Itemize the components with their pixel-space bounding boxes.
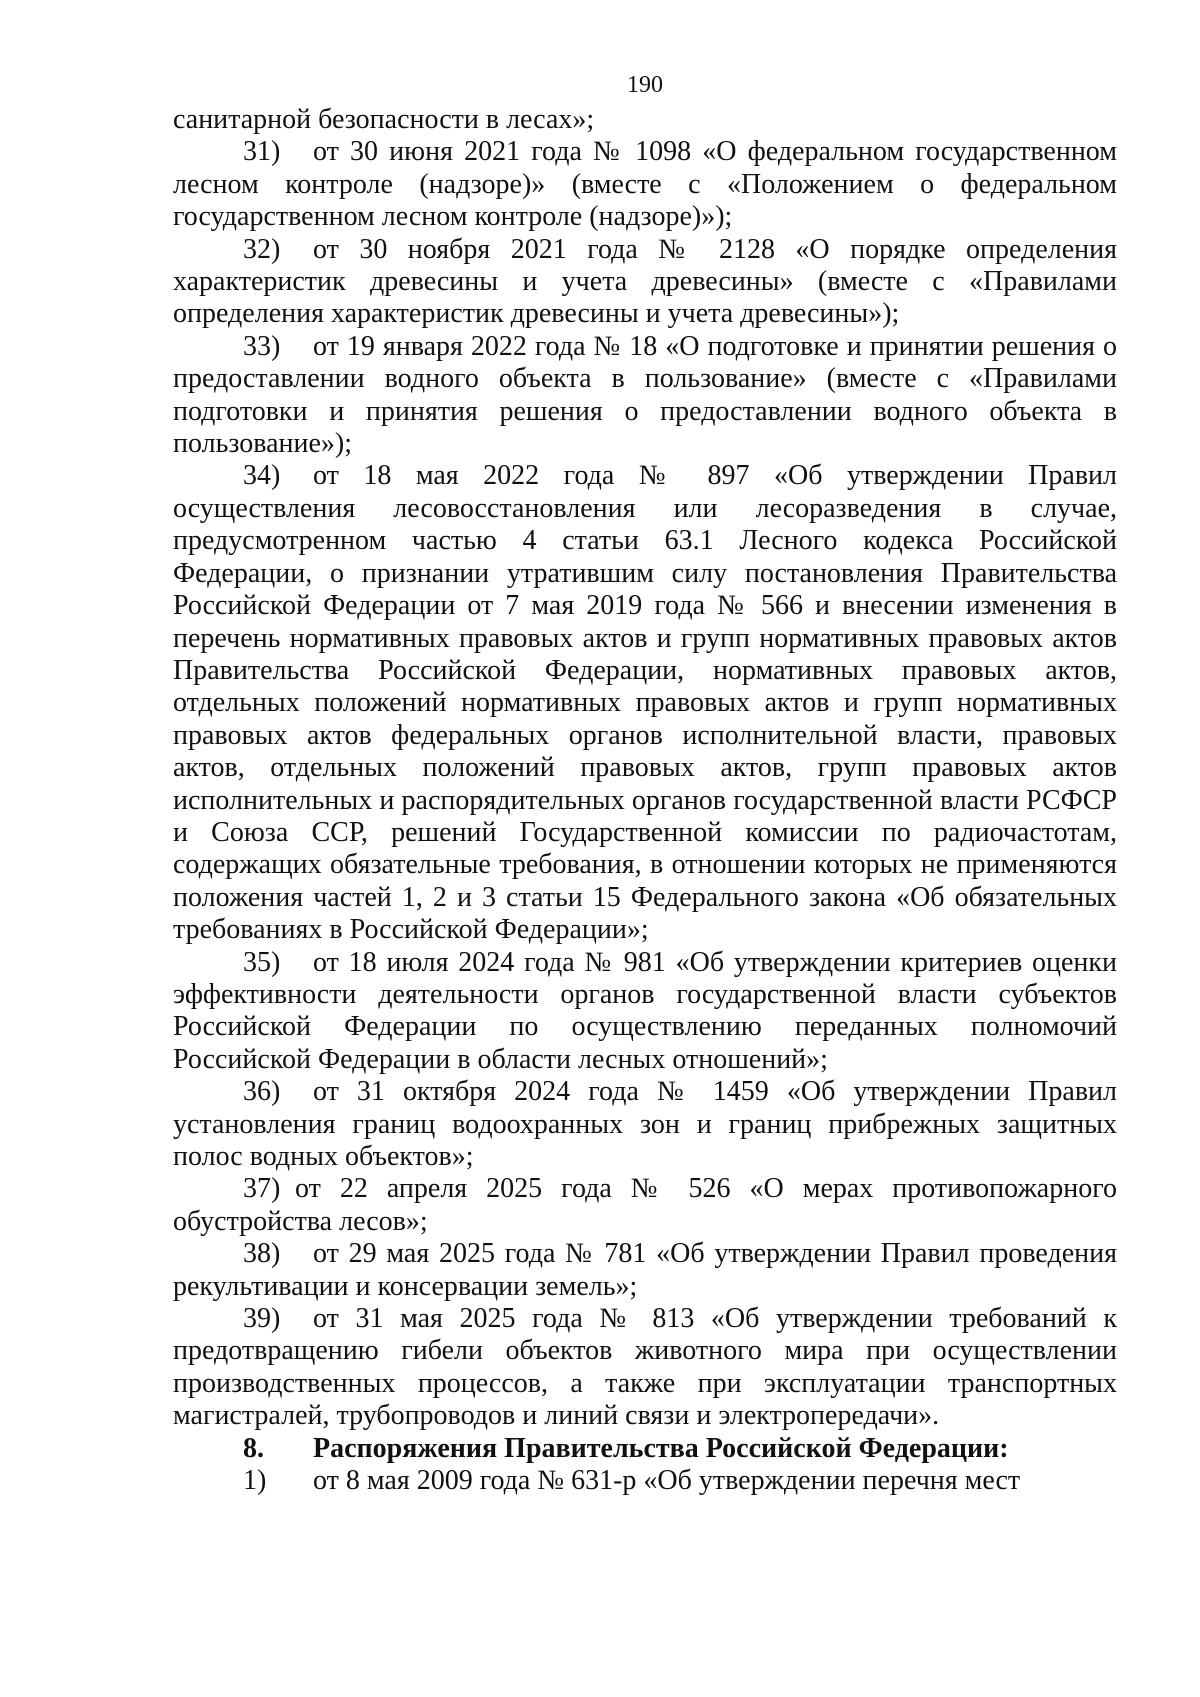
section-heading [173,1433,1117,1465]
list-item [173,947,1117,1077]
list-item [173,1076,1117,1173]
page-number: 190 [627,72,663,98]
item-text: от 30 ноября 2021 года № 2128 «О порядке определения характеристик древесины и учета древесины» (вместе с «Правилами определения характеристик древесины и учета древесины»); [173,233,1117,330]
item-text: от 31 мая 2025 года № 813 «Об утверждении требований к предотвращению гибели объектов животного мира при осуществлении производственных процессов, а также при эксплуатации транспортных магистралей, трубопроводов и линий связи и электропередачи». [173,1303,1117,1432]
section-title: Распоряжения Правительства Российской Федерации: [313,1432,1009,1464]
item-text: от 8 мая 2009 года № 631-р «Об утверждении перечня мест [313,1465,1021,1497]
list-item [173,1303,1117,1433]
list-item [173,460,1117,946]
item-number: 1) [243,1465,267,1497]
item-text: от 31 октября 2024 года № 1459 «Об утверждении Правил установления границ водоохранных зон и границ прибрежных защитных полос водных объектов»; [173,1076,1117,1172]
list-item [173,331,1117,461]
item-number: 35) [243,946,281,978]
list-item [173,1465,1117,1497]
item-number: 36) [243,1076,281,1108]
document-body [173,104,1117,1497]
item-number: 38) [243,1238,281,1270]
list-item [173,234,1117,331]
item-text: от 18 июля 2024 года № 981 «Об утверждении критериев оценки эффективности деятельности органов государственной власти субъектов Российской Федерации по осуществлению переданных полномочий Российской Федерации в области лесных отношений»; [173,946,1117,1075]
item-number: 32) [243,233,281,265]
item-text: от 29 мая 2025 года № 781 «Об утверждении Правил проведения рекультивации и консервации земель»; [173,1238,1117,1302]
list-item [173,136,1117,233]
item-text: от 22 апреля 2025 года № 526 «О мерах противопожарного обустройства лесов»; [173,1173,1117,1237]
item-number: 33) [243,330,281,362]
list-item [173,1238,1117,1303]
continued-paragraph: санитарной безопасности в лесах»; [173,104,595,135]
item-text: от 18 мая 2022 года № 897 «Об утверждении Правил осуществления лесовосстановления или лесоразведения в случае, предусмотренном частью 4 статьи 63.1 Лесного кодекса Российской Федерации, о признании утратившим силу постановления Правительства Российской Федерации от 7 мая 2019 года № 566 и внесении изменения в перечень нормативных правовых актов и групп нормативных правовых актов Правительства Российской Федерации, нормативных правовых актов, отдельных положений нормативных правовых актов и групп нормативных правовых актов федеральных органов исполнительной власти, правовых актов, отдельных положений правовых актов, групп правовых актов исполнительных и распорядительных органов государственной власти РСФСР и Союза ССР, решений Государственной комиссии по радиочастотам, содержащих обязательные требования, в отношении которых не применяются положения частей 1, 2 и 3 статьи 15 Федерального закона «Об обязательных требованиях в Российской Федерации»; [173,460,1117,946]
list-item [173,1173,1117,1238]
item-number: 37) [243,1173,281,1205]
item-number: 34) [243,460,281,492]
item-text: от 30 июня 2021 года № 1098 «О федеральном государственном лесном контроле (надзоре)» (вместе с «Положением о федеральном государственном лесном контроле (надзоре)»); [173,136,1117,233]
item-number: 39) [243,1303,281,1335]
section-number: 8. [243,1432,264,1464]
item-text: от 19 января 2022 года № 18 «О подготовке и принятии решения о предоставлении водного объекта в пользование» (вместе с «Правилами подготовки и принятия решения о предоставлении водного объекта в пользование»); [173,330,1117,460]
item-number: 31) [243,136,281,168]
